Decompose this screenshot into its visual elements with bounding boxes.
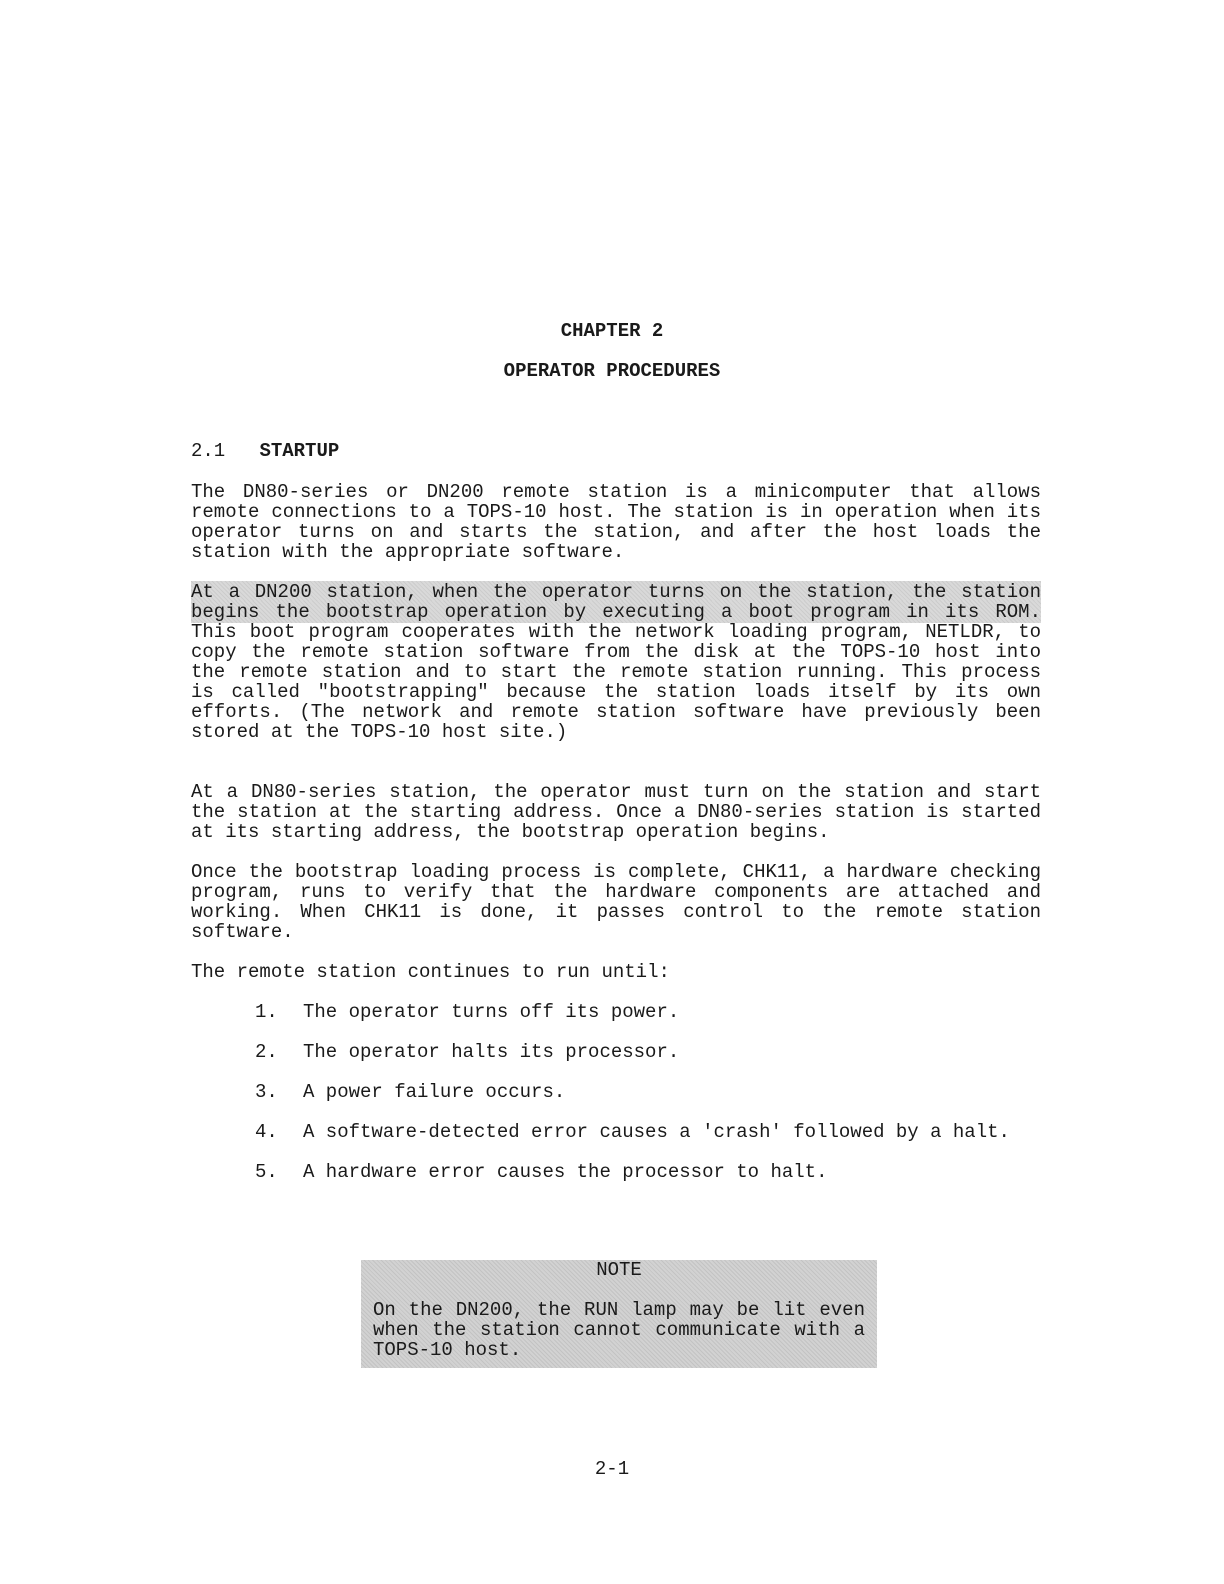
paragraph-dn80-start: At a DN80-series station, the operator must turn on the station and start the station at the starting address. Once a DN80-series station is started at its starting address, the bootstrap operation begins. bbox=[191, 781, 1041, 843]
section-heading bbox=[191, 440, 339, 462]
list-item-text: A power failure occurs. bbox=[303, 1081, 566, 1103]
paragraph-run-until: The remote station continues to run until: bbox=[191, 961, 670, 983]
page-number: 2-1 bbox=[594, 1458, 630, 1480]
list-item-text: The operator turns off its power. bbox=[303, 1001, 680, 1023]
paragraph-dn200-boot bbox=[191, 582, 1041, 742]
chapter-title: OPERATOR PROCEDURES bbox=[503, 360, 721, 382]
list-item bbox=[255, 1002, 1045, 1022]
list-item bbox=[255, 1122, 1045, 1142]
note-title: NOTE bbox=[596, 1259, 642, 1281]
list-item-text: The operator halts its processor. bbox=[303, 1041, 680, 1063]
note-text: On the DN200, the RUN lamp may be lit even when the station cannot communicate with a TOPS-10 host. bbox=[373, 1299, 865, 1361]
list-item-number: 5. bbox=[255, 1161, 278, 1183]
paragraph-dn200-boot-rest: This boot program cooperates with the network loading program, NETLDR, to copy the remote station software from the disk at the TOPS-10 host into the remote station and to start the remote station running. This process is called "bootstrapping" because the station loads itself by its own efforts. (The network and remote station software have previously been stored at the TOPS-10 host site.) bbox=[191, 621, 1041, 743]
list-item bbox=[255, 1042, 1045, 1062]
list-item-number: 1. bbox=[255, 1001, 278, 1023]
chapter-number: CHAPTER 2 bbox=[560, 320, 664, 342]
shaded-change-text: At a DN200 station, when the operator turns on the station, the station begins the bootstrap operation by executing a boot program in its ROM. bbox=[191, 581, 1041, 623]
list-item bbox=[255, 1162, 1045, 1182]
list-item-text: A software-detected error causes a 'crash' followed by a halt. bbox=[303, 1121, 1010, 1143]
list-item-number: 4. bbox=[255, 1121, 278, 1143]
paragraph-intro: The DN80-series or DN200 remote station is a minicomputer that allows remote connections to a TOPS-10 host. The station is in operation when its operator turns on and starts the station, and after the host loads the station with the appropriate software. bbox=[191, 481, 1041, 563]
section-title: STARTUP bbox=[259, 440, 340, 462]
note-box bbox=[361, 1260, 877, 1368]
list-item bbox=[255, 1082, 1045, 1102]
halt-conditions-list bbox=[255, 1002, 1045, 1202]
section-number: 2.1 bbox=[191, 440, 226, 462]
paragraph-chk11: Once the bootstrap loading process is complete, CHK11, a hardware checking program, runs to verify that the hardware components are attached and working. When CHK11 is done, it passes control to the remote station software. bbox=[191, 861, 1041, 943]
list-item-number: 2. bbox=[255, 1041, 278, 1063]
list-item-number: 3. bbox=[255, 1081, 278, 1103]
list-item-text: A hardware error causes the processor to halt. bbox=[303, 1161, 828, 1183]
